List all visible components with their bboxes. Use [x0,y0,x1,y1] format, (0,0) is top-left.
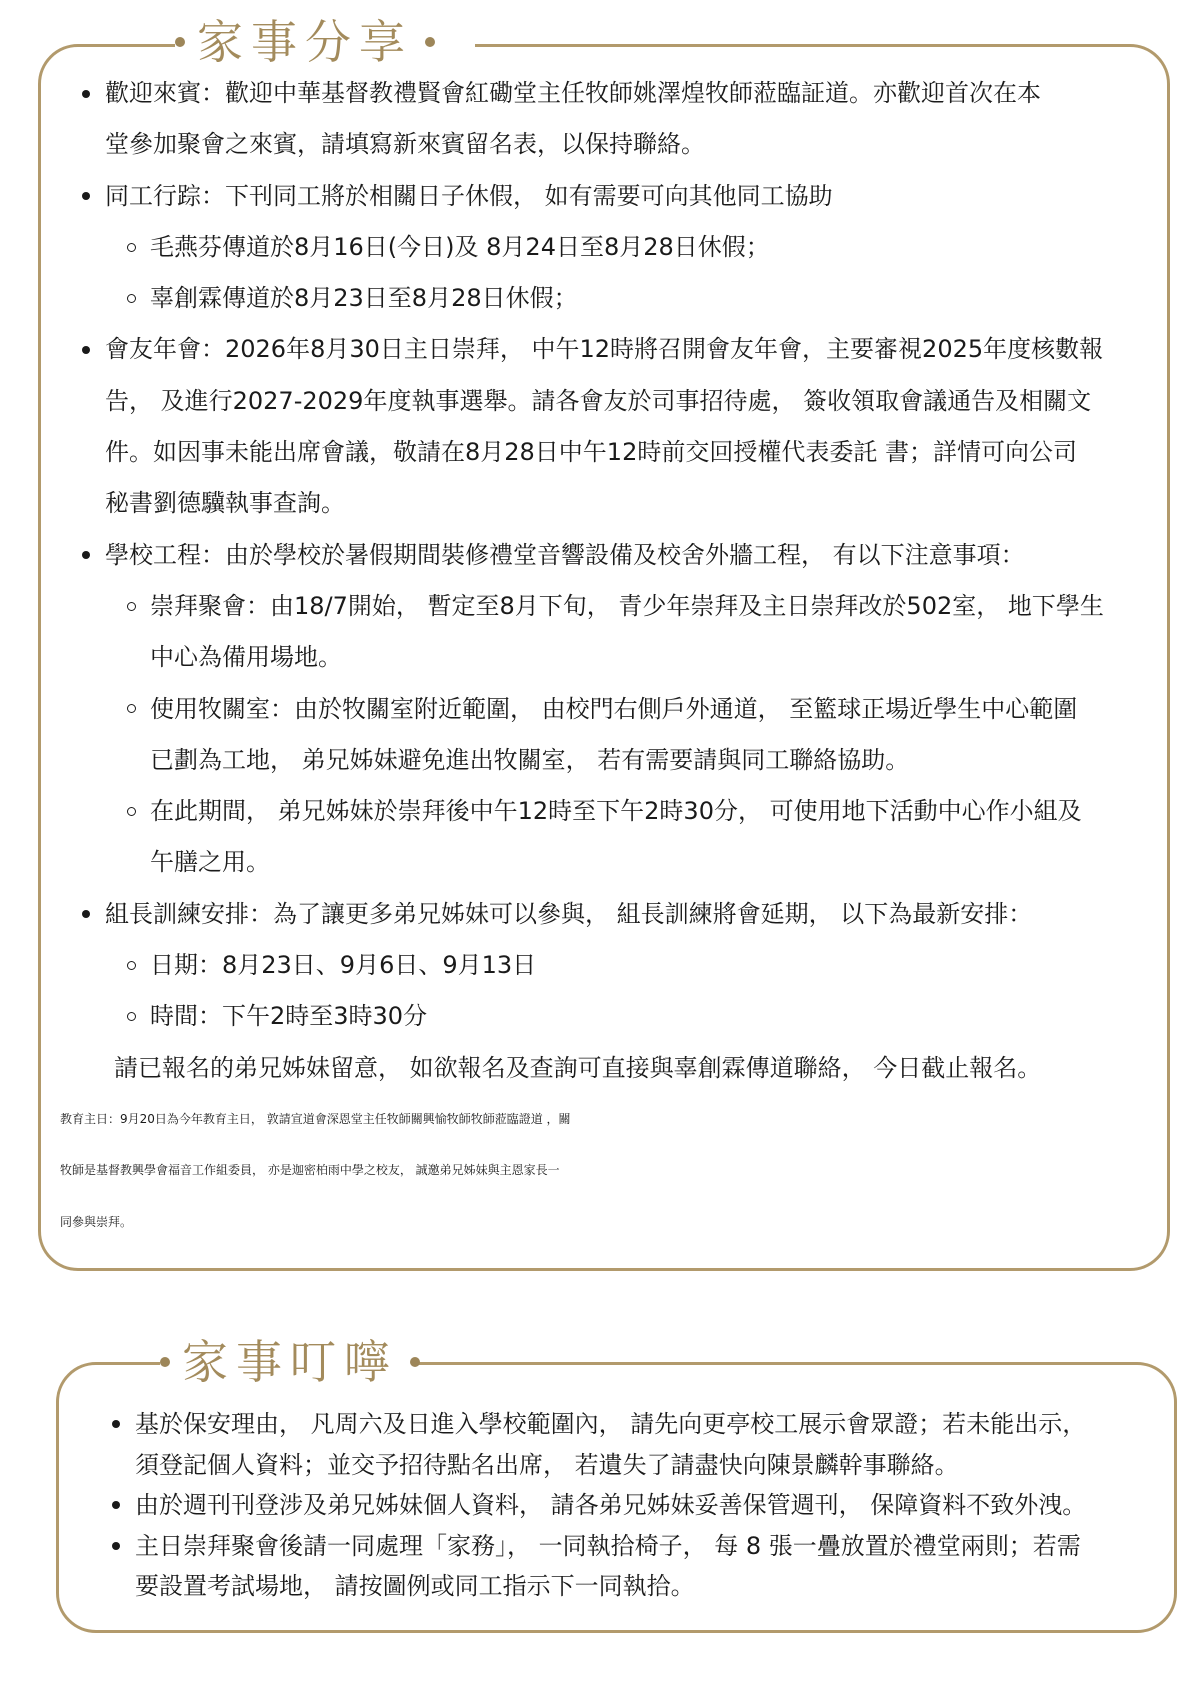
list-item: 歡迎來賓：歡迎中華基督教禮賢會紅磡堂主任牧師姚澤煌牧師蒞臨証道。亦歡迎首次在本 [78,68,1168,119]
sub-list-item-continuation: 中心為備用場地。 [150,643,342,672]
list-item: 學校工程：由於學校於暑假期間裝修禮堂音響設備及校舍外牆工程， 有以下注意事項： [78,530,1168,581]
list-item-continuation: 堂參加聚會之來賓，請填寫新來賓留名表，以保持聯絡。 [105,130,705,159]
list-item-continuation: 告， 及進行2027-2029年度執事選舉。請各會友於司事招待處， 簽收領取會議通告及相關文 [105,386,1092,415]
sub-list-item: 在此期間， 弟兄姊妹於崇拜後中午12時至下午2時30分， 可使用地下活動中心作小組及 [78,786,1168,837]
list-item-continuation: 須登記個人資料；並交予招待點名出席， 若遺失了請盡快向陳景麟幹事聯絡。 [135,1450,959,1479]
paragraph-line: 牧師是基督教興學會福音工作組委員， 亦是迦密柏雨中學之校友， 誠邀弟兄姊妹與主恩家長一 [60,1163,560,1178]
family-news-title: 家事分享 [197,15,413,69]
list-item: 主日崇拜聚會後請一同處理「家務」， 一同執拾椅子， 每 8 張一疊放置於禮堂兩則；若需 [108,1526,1173,1567]
sub-list-item: 崇拜聚會：由18/7開始， 暫定至8月下旬， 青少年崇拜及主日崇拜改於502室， 地下學生 [78,581,1168,632]
heading-dot-left [175,37,185,47]
list-item: 基於保安理由， 凡周六及日進入學校範圍內， 請先向更亭校工展示會眾證；若未能出示， [108,1404,1173,1445]
sub-list-item-continuation: 已劃為工地， 弟兄姊妹避免進出牧關室， 若有需要請與同工聯絡協助。 [150,745,910,774]
list-item-continuation: 秘書劉德驥執事查詢。 [105,489,345,518]
list-item: 由於週刊刊登涉及弟兄姊妹個人資料， 請各弟兄姊妹妥善保管週刊， 保障資料不致外洩。 [108,1485,1173,1526]
sub-list-item: 日期：8月23日、9月6日、9月13日 [78,940,1168,991]
list-item-continuation: 要設置考試場地， 請按圖例或同工指示下一同執拾。 [135,1572,695,1600]
sub-list-item: 毛燕芬傳道於8月16日(今日)及 8月24日至8月28日休假； [78,222,1168,273]
family-news-content [60,68,1168,1248]
family-reminder-title: 家事叮嚀 [182,1335,398,1389]
paragraph-line: 同參與崇拜。 [60,1214,133,1229]
sub-list-item-continuation: 午膳之用。 [150,848,270,877]
list-item: 同工行踪：下刊同工將於相關日子休假， 如有需要可向其他同工協助 [78,171,1168,222]
list-item: 會友年會：2026年8月30日主日崇拜， 中午12時將召開會友年會，主要審視2025年度核數報 [78,324,1168,375]
sub-list-item: 時間：下午2時至3時30分 [78,991,1168,1042]
heading-dot-left [160,1357,170,1367]
paragraph-line: 請已報名的弟兄姊妹留意， 如欲報名及查詢可直接與辜創霖傳道聯絡， 今日截止報名。 [114,1053,1042,1082]
heading-dot-right [410,1357,420,1367]
sub-list-item: 使用牧關室：由於牧關室附近範圍， 由校門右側戶外通道， 至籃球正場近學生中心範圍 [78,684,1168,735]
list-item-continuation: 件。如因事未能出席會議，敬請在8月28日中午12時前交回授權代表委託 書；詳情可向公司 [105,438,1077,467]
family-reminder-content [108,1404,1173,1607]
heading-dot-right [425,37,435,47]
family-reminder-heading [160,1320,416,1404]
list-item: 組長訓練安排：為了讓更多弟兄姊妹可以參與， 組長訓練將會延期， 以下為最新安排： [78,889,1168,940]
sub-list-item: 辜創霖傳道於8月23日至8月28日休假； [78,273,1168,324]
paragraph-line: 教育主日：9月20日為今年教育主日， 敦請宣道會深恩堂主任牧師關興愉牧師牧師蒞臨證道 ，關 [60,1111,571,1126]
